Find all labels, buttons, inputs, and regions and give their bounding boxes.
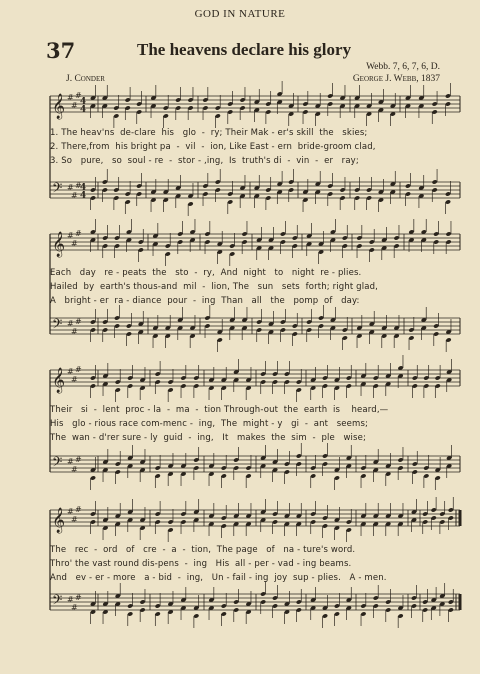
lyric-line: Thro' the vast round dis-pens - ing His all - per - vad - ing beams. — [50, 559, 352, 569]
hymn-number: 37 — [46, 38, 76, 63]
sharp-sign: # — [75, 365, 82, 374]
sharp-sign: # — [71, 515, 78, 524]
sharp-sign: # — [67, 457, 74, 466]
time-signature: 4 — [80, 97, 87, 107]
sharp-sign: # — [71, 191, 78, 200]
lyric-line: The rec - ord of cre - a - tion, The page of na - ture's word. — [50, 545, 356, 555]
sharp-sign: # — [67, 319, 74, 328]
time-signature: 4 — [80, 183, 87, 193]
sharp-sign: # — [67, 231, 74, 240]
bass-clef: 𝄢 — [52, 180, 63, 199]
sharp-sign: # — [71, 239, 78, 248]
sharp-sign: # — [71, 101, 78, 110]
lyric-line: 1. The heav'ns de-clare his glo - ry; Their Mak - er's skill the skies; — [50, 128, 368, 138]
author-name: J. Conder — [66, 74, 105, 84]
time-signature: 4 — [80, 105, 87, 115]
sharp-sign: # — [71, 603, 78, 612]
sharp-sign: # — [75, 505, 82, 514]
treble-clef: 𝄞 — [52, 368, 66, 393]
lyric-line: Each day re - peats the sto - ry, And night to night re - plies. — [50, 268, 362, 278]
time-signature: 4 — [80, 191, 87, 201]
sharp-sign: # — [67, 93, 74, 102]
lyric-line: His glo - rious race com-menc - ing, The might - y gi - ant seems; — [50, 419, 369, 429]
bass-clef: 𝄢 — [52, 316, 63, 335]
sharp-sign: # — [67, 595, 74, 604]
lyric-line: Hailed by earth's thous-and mil - lion, The sun sets forth; right glad, — [50, 282, 378, 292]
hymn-title: The heavens declare his glory — [137, 40, 352, 59]
treble-clef: 𝄞 — [52, 232, 66, 257]
treble-clef: 𝄞 — [52, 94, 66, 119]
sharp-sign: # — [71, 375, 78, 384]
lyric-line: A bright - er ra - diance pour - ing Than all the pomp of day: — [50, 296, 360, 306]
composer-name: George J. Webb, 1837 — [352, 74, 440, 84]
tune-name: Webb. 7, 6, 7, 6, D. — [366, 62, 440, 72]
sharp-sign: # — [67, 367, 74, 376]
sharp-sign: # — [67, 183, 74, 192]
lyric-line: The wan - d'rer sure - ly guid - ing, It makes the sim - ple wise; — [50, 433, 367, 443]
bass-clef: 𝄢 — [52, 454, 63, 473]
sharp-sign: # — [71, 327, 78, 336]
treble-clef: 𝄞 — [52, 508, 66, 533]
sharp-sign: # — [71, 465, 78, 474]
lyric-line: And ev - er - more a - bid - ing, Un - fail - ing joy sup - plies. A - men. — [50, 573, 387, 583]
section-title: GOD IN NATURE — [194, 8, 286, 20]
sharp-sign: # — [75, 229, 82, 238]
sharp-sign: # — [75, 593, 82, 602]
sharp-sign: # — [75, 91, 82, 100]
sharp-sign: # — [75, 455, 82, 464]
lyric-line: 3. So pure, so soul - re - stor - ,ing, Is truth's di - vin - er ray; — [50, 156, 359, 166]
sharp-sign: # — [75, 317, 82, 326]
sharp-sign: # — [75, 181, 82, 190]
lyric-line: 2. There,from his bright pa - vil - ion, Like East - ern bride-groom clad, — [50, 142, 376, 152]
lyric-line: Their si - lent proc - la - ma - tion Through-out the earth is heard,— — [50, 405, 389, 415]
sharp-sign: # — [67, 507, 74, 516]
bass-clef: 𝄢 — [52, 592, 63, 611]
